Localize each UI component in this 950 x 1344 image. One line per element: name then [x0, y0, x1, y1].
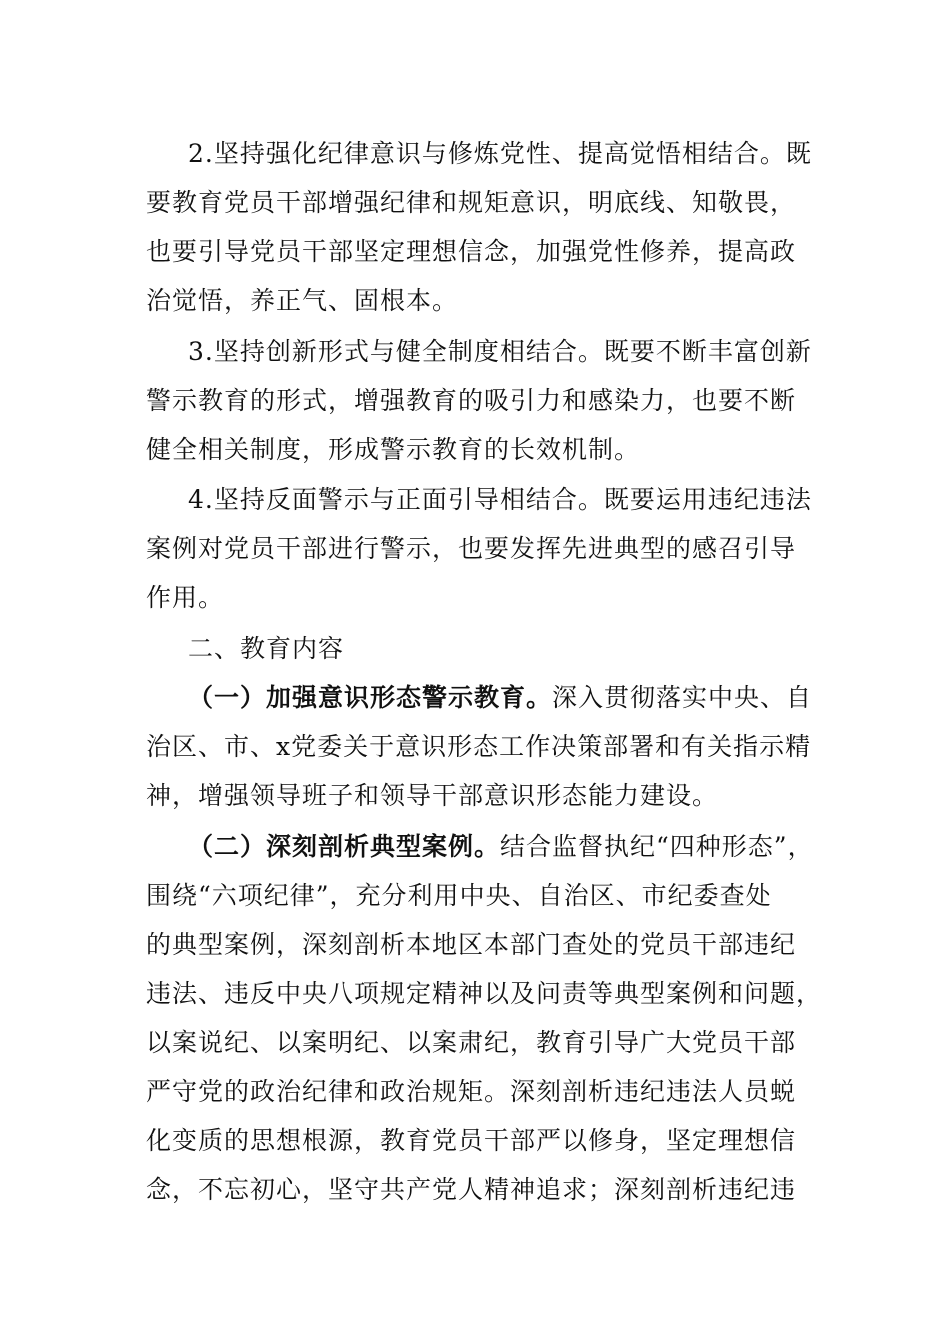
paragraph-line: 也要引导党员干部坚定理想信念，加强党性修养，提高政	[146, 237, 797, 266]
paragraph-line: 治区、市、x党委关于意识形态工作决策部署和有关指示精	[146, 732, 812, 761]
item-1-first-line	[188, 682, 812, 714]
paragraph-line: 要教育党员干部增强纪律和规矩意识，明底线、知敬畏，	[146, 188, 797, 217]
paragraph-line: 3.坚持创新形式与健全制度相结合。既要不断丰富创新	[188, 337, 812, 366]
paragraph-line: 神，增强领导班子和领导干部意识形态能力建设。	[146, 781, 719, 810]
paragraph-line: 4.坚持反面警示与正面引导相结合。既要运用违纪违法	[188, 485, 812, 514]
paragraph-line: 健全相关制度，形成警示教育的长效机制。	[146, 435, 641, 464]
item-1-text: 深入贯彻落实中央、自	[552, 683, 813, 712]
paragraph-line: 2.坚持强化纪律意识与修炼党性、提高觉悟相结合。既	[188, 139, 812, 168]
paragraph-line: 化变质的思想根源，教育党员干部严以修身，坚定理想信	[146, 1126, 797, 1155]
item-1-lead: （一）加强意识形态警示教育。	[188, 683, 553, 712]
paragraph-line: 作用。	[146, 583, 225, 612]
paragraph-line: 案例对党员干部进行警示，也要发挥先进典型的感召引导	[146, 534, 797, 563]
paragraph-line: 违法、违反中央八项规定精神以及问责等典型案例和问题，	[146, 979, 823, 1008]
item-2-first-line	[188, 831, 814, 863]
paragraph-line: 警示教育的形式，增强教育的吸引力和感染力，也要不断	[146, 386, 797, 415]
paragraph-line: 以案说纪、以案明纪、以案肃纪，教育引导广大党员干部	[146, 1028, 797, 1057]
item-2-text: 结合监督执纪“四种形态”，	[500, 832, 814, 861]
paragraph-line: 念，不忘初心，坚守共产党人精神追求；深刻剖析违纪违	[146, 1175, 797, 1204]
paragraph-line: 围绕“六项纪律”，充分利用中央、自治区、市纪委查处	[146, 881, 772, 910]
item-2-lead: （二）深刻剖析典型案例。	[188, 832, 501, 861]
paragraph-line: 的典型案例，深刻剖析本地区本部门查处的党员干部违纪	[146, 930, 797, 959]
section-heading: 二、教育内容	[188, 634, 345, 663]
paragraph-line: 严守党的政治纪律和政治规矩。深刻剖析违纪违法人员蜕	[146, 1077, 797, 1106]
paragraph-line: 治觉悟，养正气、固根本。	[146, 286, 459, 315]
